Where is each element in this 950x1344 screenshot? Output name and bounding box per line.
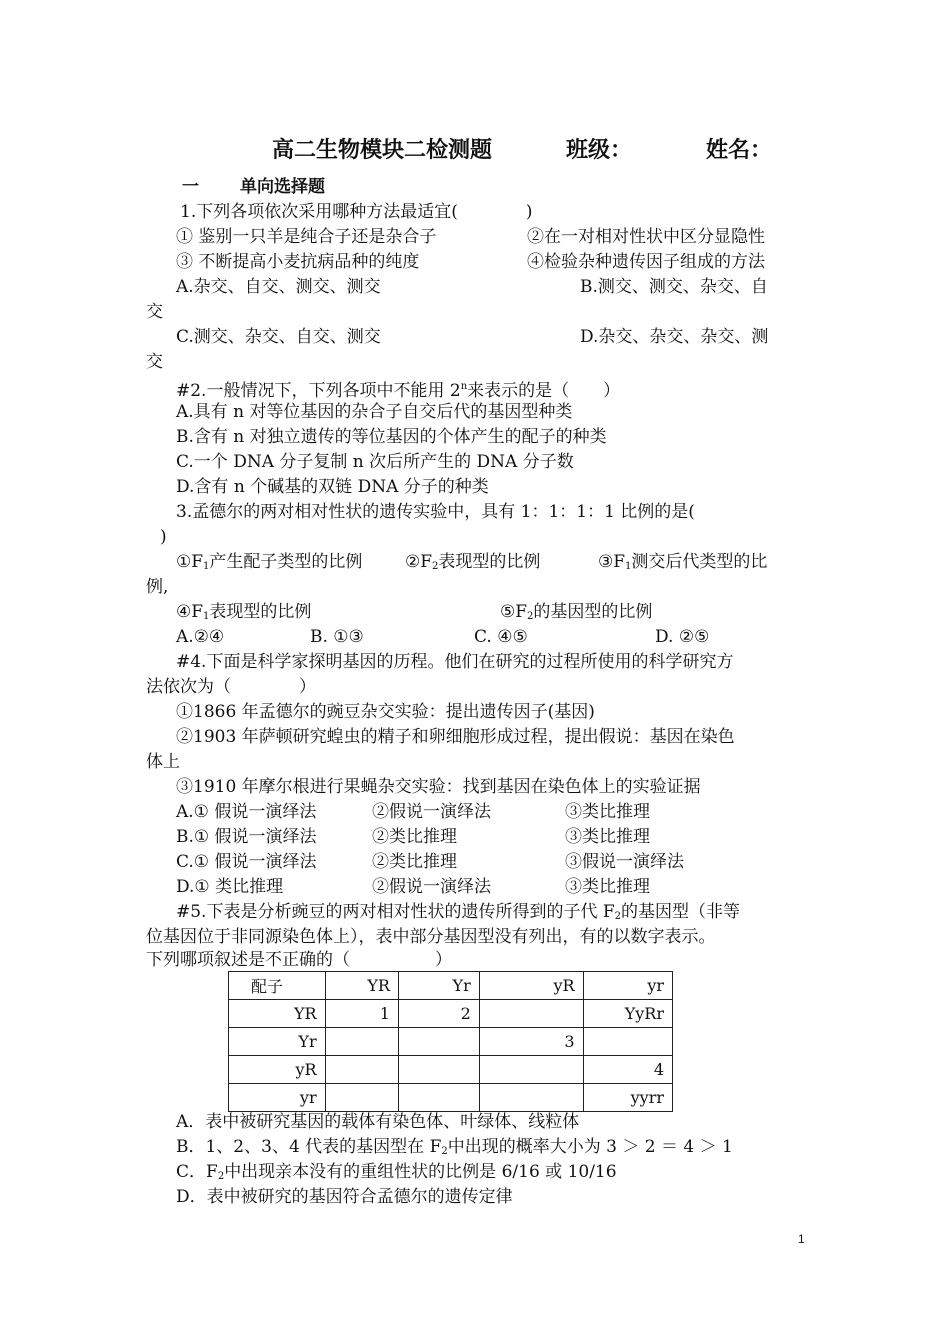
q4-statement-3: ③1910 年摩尔根进行果蝇杂交实验：找到基因在染色体上的实验证据	[176, 777, 701, 797]
q4-option-d-part-2: ②假说一演绎法	[372, 877, 491, 897]
table-header-cell: 配子	[229, 972, 326, 1000]
table-cell: YR	[229, 1000, 326, 1028]
q5-option-b: B．1、2、3、4 代表的基因型在 $F_2$中出现的概率大小为 3 ＞ 2 ＝ 4 ＞ 1	[176, 1137, 733, 1157]
q1-item-2: ②在一对相对性状中区分显隐性	[527, 227, 765, 247]
class-label: 班级：	[566, 138, 633, 163]
q4-statement-2-wrap: 体上	[146, 752, 180, 772]
q2-option-c: C.一个 DNA 分子复制 n 次后所产生的 DNA 分子数	[176, 452, 574, 472]
q5-option-c: C．$F_2$中出现亲本没有的重组性状的比例是 6/16 或 10/16	[176, 1162, 617, 1182]
table-row	[229, 1028, 673, 1056]
q3-item-2: $②F_2$表现型的比例	[405, 552, 541, 572]
q3-item-3-wrap: 例,	[146, 577, 169, 597]
q5-stem-line-3: 下列哪项叙述是不正确的（ ）	[146, 950, 452, 970]
table-row	[229, 1000, 673, 1028]
section-number: 一	[182, 177, 199, 197]
q3-option-a: A.②④	[176, 627, 225, 647]
genotype-table	[228, 971, 673, 1112]
table-cell	[583, 1028, 672, 1056]
q4-option-a-part-3: ③类比推理	[565, 802, 650, 822]
q3-option-b: B. ①③	[310, 627, 364, 647]
table-cell: 4	[583, 1056, 672, 1084]
table-cell: Yr	[229, 1028, 326, 1056]
q5-option-d: D．表中被研究的基因符合孟德尔的遗传定律	[176, 1187, 513, 1207]
table-header-row	[229, 972, 673, 1000]
q3-item-5: $⑤F_2$的基因型的比例	[500, 602, 653, 622]
q3-item-3: $③F_1$测交后代类型的比	[598, 552, 768, 572]
q1-option-b-wrap: 交	[146, 302, 163, 322]
table-cell	[398, 1028, 479, 1056]
table-cell: yyrr	[583, 1084, 672, 1112]
q4-option-b-part-2: ②类比推理	[372, 827, 457, 847]
table-cell	[325, 1084, 398, 1112]
q1-option-c: C.测交、杂交、自交、测交	[176, 327, 381, 347]
q1-option-d-wrap: 交	[146, 352, 163, 372]
section-title: 单向选择题	[240, 177, 325, 197]
table-cell: yr	[229, 1084, 326, 1112]
q3-stem-wrap: )	[160, 527, 167, 547]
q3-item-1: $①F_1$产生配子类型的比例	[176, 552, 363, 572]
table-row	[229, 1056, 673, 1084]
table-cell: 1	[325, 1000, 398, 1028]
q5-option-a: A．表中被研究基因的载体有染色体、叶绿体、线粒体	[176, 1112, 580, 1132]
q5-stem-line-2: 位基因位于非同源染色体上），表中部分基因型没有列出，有的以数字表示。	[146, 927, 716, 947]
q4-stem-wrap: 法依次为（ ）	[146, 677, 316, 697]
table-cell: yR	[229, 1056, 326, 1084]
q4-option-b-part-1: B.① 假说一演绎法	[176, 827, 317, 847]
page-number: 1	[798, 1232, 805, 1246]
q1-option-d: D.杂交、杂交、杂交、测	[580, 327, 769, 347]
q4-option-b-part-3: ③类比推理	[565, 827, 650, 847]
table-cell: 2	[398, 1000, 479, 1028]
q4-option-a-part-1: A.① 假说一演绎法	[176, 802, 317, 822]
table-cell	[479, 1000, 583, 1028]
q4-statement-1: ①1866 年孟德尔的豌豆杂交实验：提出遗传因子(基因)	[176, 702, 595, 722]
q3-option-c: C. ④⑤	[474, 627, 528, 647]
q5-stem: #5.下表是分析豌豆的两对相对性状的遗传所得到的子代 $F_2$的基因型（非等	[176, 902, 741, 922]
q2-option-a: A.具有 n 对等位基因的杂合子自交后代的基因型种类	[176, 402, 573, 422]
q4-option-d-part-3: ③类比推理	[565, 877, 650, 897]
q1-stem: 1.下列各项依次采用哪种方法最适宜( )	[180, 202, 533, 222]
q2-stem: #2.一般情况下，下列各项中不能用 2$^n$来表示的是（ ）	[176, 381, 621, 401]
table-cell	[398, 1084, 479, 1112]
q4-option-d-part-1: D.① 类比推理	[176, 877, 284, 897]
q4-option-c-part-2: ②类比推理	[372, 852, 457, 872]
q3-item-4: $④F_1$表现型的比例	[176, 602, 312, 622]
q3-option-d: D. ②⑤	[655, 627, 710, 647]
table-cell	[325, 1028, 398, 1056]
q2-option-b: B.含有 n 对独立遗传的等位基因的个体产生的配子的种类	[176, 427, 607, 447]
q1-item-4: ④检验杂种遗传因子组成的方法	[527, 252, 765, 272]
q1-item-1: ① 鉴别一只羊是纯合子还是杂合子	[176, 227, 437, 247]
table-cell	[325, 1056, 398, 1084]
table-cell	[479, 1084, 583, 1112]
q1-item-3: ③ 不断提高小麦抗病品种的纯度	[176, 252, 420, 272]
table-cell: YyRr	[583, 1000, 672, 1028]
q1-option-a: A.杂交、自交、测交、测交	[176, 277, 381, 297]
table-header-cell: YR	[325, 972, 398, 1000]
q2-option-d: D.含有 n 个碱基的双链 DNA 分子的种类	[176, 477, 489, 497]
q4-statement-2: ②1903 年萨顿研究蝗虫的精子和卵细胞形成过程，提出假说：基因在染色	[176, 727, 735, 747]
page-title: 高二生物模块二检测题	[272, 138, 493, 163]
q4-stem: #4.下面是科学家探明基因的历程。他们在研究的过程所使用的科学研究方	[176, 652, 734, 672]
q1-option-b: B.测交、测交、杂交、自	[580, 277, 768, 297]
name-label: 姓名：	[706, 138, 773, 163]
table-cell	[479, 1056, 583, 1084]
q3-stem: 3.孟德尔的两对相对性状的遗传实验中，具有 1：1：1：1 比例的是(	[176, 502, 695, 522]
table-header-cell: yR	[479, 972, 583, 1000]
q4-option-c-part-3: ③假说一演绎法	[565, 852, 684, 872]
table-header-cell: yr	[583, 972, 672, 1000]
table-cell	[398, 1056, 479, 1084]
table-cell: 3	[479, 1028, 583, 1056]
q4-option-c-part-1: C.① 假说一演绎法	[176, 852, 317, 872]
q4-option-a-part-2: ②假说一演绎法	[372, 802, 491, 822]
table-row	[229, 1084, 673, 1112]
table-header-cell: Yr	[398, 972, 479, 1000]
